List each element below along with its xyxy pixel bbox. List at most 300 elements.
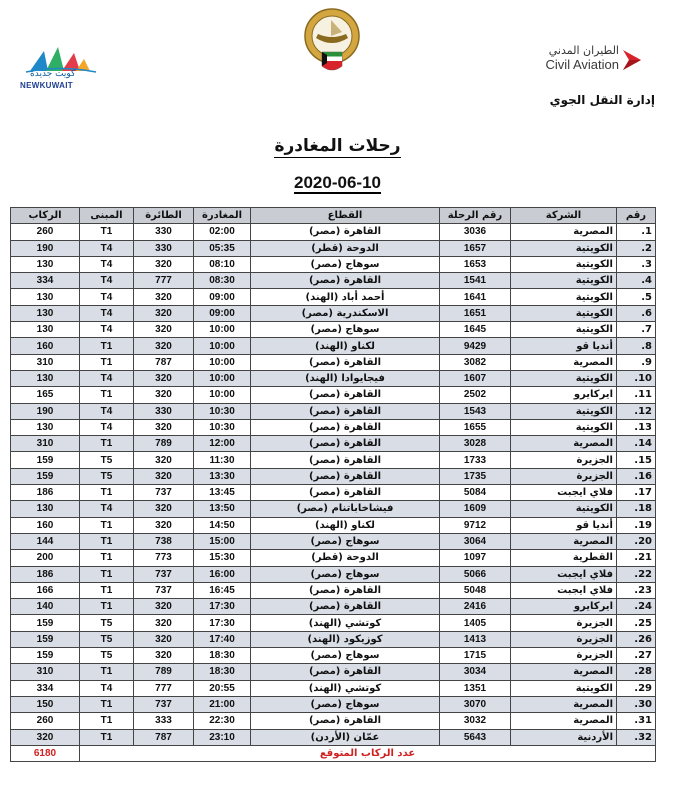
passengers-cell: 159 (11, 631, 80, 647)
departure-time-cell: 11:30 (194, 452, 251, 468)
flight-number-cell: 5048 (440, 582, 511, 598)
departure-time-cell: 15:30 (194, 550, 251, 566)
departure-time-cell: 10:00 (194, 370, 251, 386)
sector-cell: أحمد أباد (الهند) (251, 289, 440, 305)
aircraft-cell: 330 (134, 240, 194, 256)
aircraft-cell: 789 (134, 664, 194, 680)
total-passengers-value: 6180 (11, 745, 80, 761)
flight-number-cell: 5084 (440, 485, 511, 501)
passengers-cell: 186 (11, 566, 80, 582)
sector-cell: لكناو (الهند) (251, 338, 440, 354)
flight-number-cell: 1645 (440, 322, 511, 338)
column-header-departure: المغادرة (194, 208, 251, 224)
departure-time-cell: 23:10 (194, 729, 251, 745)
terminal-cell: T1 (80, 436, 134, 452)
terminal-cell: T5 (80, 468, 134, 484)
terminal-cell: T1 (80, 533, 134, 549)
flight-number-cell: 1405 (440, 615, 511, 631)
sector-cell: القاهرة (مصر) (251, 354, 440, 370)
sector-cell: القاهرة (مصر) (251, 436, 440, 452)
passengers-cell: 159 (11, 648, 80, 664)
table-row (11, 305, 656, 321)
column-header-passengers: الركاب (11, 208, 80, 224)
aircraft-cell: 330 (134, 403, 194, 419)
airline-cell: المصرية (511, 713, 617, 729)
passengers-cell: 130 (11, 419, 80, 435)
page-title-text: رحلات المغادرة (274, 136, 401, 156)
airline-cell: القطرية (511, 550, 617, 566)
airline-cell: الكويتية (511, 370, 617, 386)
flight-number-cell: 3032 (440, 713, 511, 729)
passengers-cell: 334 (11, 273, 80, 289)
aircraft-cell: 320 (134, 419, 194, 435)
sector-cell: الدوحة (قطر) (251, 550, 440, 566)
terminal-cell: T1 (80, 696, 134, 712)
airline-cell: الكويتية (511, 305, 617, 321)
aircraft-cell: 320 (134, 256, 194, 272)
table-row (11, 680, 656, 696)
passengers-cell: 190 (11, 240, 80, 256)
terminal-cell: T1 (80, 485, 134, 501)
airline-cell: الكويتية (511, 240, 617, 256)
row-index: 8. (617, 338, 656, 354)
row-index: 28. (617, 664, 656, 680)
sector-cell: الاسكندرية (مصر) (251, 305, 440, 321)
aircraft-cell: 320 (134, 648, 194, 664)
row-index: 10. (617, 370, 656, 386)
airline-cell: ايركايرو (511, 387, 617, 403)
departure-time-cell: 17:30 (194, 615, 251, 631)
table-row (11, 648, 656, 664)
sector-cell: سوهاج (مصر) (251, 322, 440, 338)
flight-number-cell: 3070 (440, 696, 511, 712)
airline-cell: الجزيرة (511, 648, 617, 664)
departure-time-cell: 10:00 (194, 354, 251, 370)
table-body (11, 224, 656, 746)
airline-cell: الكويتية (511, 322, 617, 338)
column-header-index: رقم (617, 208, 656, 224)
aircraft-cell: 737 (134, 566, 194, 582)
row-index: 5. (617, 289, 656, 305)
flight-number-cell: 1607 (440, 370, 511, 386)
sector-cell: القاهرة (مصر) (251, 403, 440, 419)
aircraft-cell: 773 (134, 550, 194, 566)
passengers-cell: 140 (11, 599, 80, 615)
departure-time-cell: 18:30 (194, 648, 251, 664)
new-kuwait-brand-text: NEWKUWAIT (20, 81, 73, 90)
row-index: 29. (617, 680, 656, 696)
flight-number-cell: 1655 (440, 419, 511, 435)
passengers-cell: 260 (11, 224, 80, 240)
row-index: 25. (617, 615, 656, 631)
passengers-cell: 160 (11, 517, 80, 533)
passengers-cell: 334 (11, 680, 80, 696)
flight-number-cell: 2416 (440, 599, 511, 615)
terminal-cell: T1 (80, 599, 134, 615)
terminal-cell: T1 (80, 664, 134, 680)
sector-cell: القاهرة (مصر) (251, 664, 440, 680)
departure-time-cell: 16:00 (194, 566, 251, 582)
aircraft-cell: 320 (134, 387, 194, 403)
passengers-cell: 310 (11, 436, 80, 452)
table-row (11, 468, 656, 484)
terminal-cell: T4 (80, 419, 134, 435)
flight-number-cell: 1351 (440, 680, 511, 696)
row-index: 2. (617, 240, 656, 256)
table-row (11, 240, 656, 256)
report-date (0, 173, 675, 193)
row-index: 11. (617, 387, 656, 403)
departure-time-cell: 21:00 (194, 696, 251, 712)
terminal-cell: T4 (80, 322, 134, 338)
table-row (11, 256, 656, 272)
aircraft-cell: 333 (134, 713, 194, 729)
kuwait-state-emblem-icon (298, 6, 366, 76)
table-row (11, 452, 656, 468)
total-passengers-label: عدد الركاب المتوقع (80, 745, 656, 761)
aircraft-cell: 320 (134, 468, 194, 484)
sector-cell: الدوحة (قطر) (251, 240, 440, 256)
departure-time-cell: 22:30 (194, 713, 251, 729)
airline-cell: المصرية (511, 696, 617, 712)
sector-cell: القاهرة (مصر) (251, 419, 440, 435)
airline-cell: فلاي ايجبت (511, 566, 617, 582)
passengers-cell: 320 (11, 729, 80, 745)
aircraft-cell: 777 (134, 680, 194, 696)
airline-cell: الكويتية (511, 680, 617, 696)
table-row (11, 664, 656, 680)
sector-cell: القاهرة (مصر) (251, 387, 440, 403)
table-row (11, 501, 656, 517)
departure-time-cell: 10:00 (194, 387, 251, 403)
airline-cell: المصرية (511, 224, 617, 240)
airline-cell: فلاي ايجبت (511, 485, 617, 501)
airline-cell: المصرية (511, 664, 617, 680)
departure-time-cell: 09:00 (194, 305, 251, 321)
departure-time-cell: 18:30 (194, 664, 251, 680)
airline-cell: أنديا قو (511, 338, 617, 354)
row-index: 32. (617, 729, 656, 745)
row-index: 16. (617, 468, 656, 484)
sector-cell: سوهاج (مصر) (251, 256, 440, 272)
table-row (11, 419, 656, 435)
flight-number-cell: 1657 (440, 240, 511, 256)
row-index: 17. (617, 485, 656, 501)
row-index: 27. (617, 648, 656, 664)
table-row (11, 566, 656, 582)
aircraft-cell: 320 (134, 338, 194, 354)
terminal-cell: T5 (80, 452, 134, 468)
civil-aviation-mark-icon (621, 48, 643, 72)
departure-time-cell: 02:00 (194, 224, 251, 240)
row-index: 30. (617, 696, 656, 712)
passengers-cell: 130 (11, 305, 80, 321)
flight-number-cell: 1641 (440, 289, 511, 305)
terminal-cell: T4 (80, 273, 134, 289)
passengers-cell: 186 (11, 485, 80, 501)
table-row (11, 322, 656, 338)
page-header (0, 0, 675, 130)
row-index: 26. (617, 631, 656, 647)
terminal-cell: T1 (80, 354, 134, 370)
table-row (11, 713, 656, 729)
passengers-cell: 144 (11, 533, 80, 549)
airline-cell: الكويتية (511, 403, 617, 419)
report-date-text: 2020-06-10 (294, 173, 381, 192)
row-index: 15. (617, 452, 656, 468)
terminal-cell: T1 (80, 517, 134, 533)
flight-number-cell: 3028 (440, 436, 511, 452)
passengers-cell: 130 (11, 256, 80, 272)
aircraft-cell: 737 (134, 582, 194, 598)
departure-time-cell: 15:00 (194, 533, 251, 549)
new-kuwait-arabic-text: كويت جديدة (30, 69, 76, 79)
passengers-cell: 165 (11, 387, 80, 403)
sector-cell: القاهرة (مصر) (251, 485, 440, 501)
table-row (11, 338, 656, 354)
departure-time-cell: 10:30 (194, 403, 251, 419)
flight-number-cell: 5643 (440, 729, 511, 745)
row-index: 31. (617, 713, 656, 729)
table-row (11, 729, 656, 745)
airline-cell: الكويتية (511, 273, 617, 289)
flight-number-cell: 3034 (440, 664, 511, 680)
table-row (11, 696, 656, 712)
departure-time-cell: 10:00 (194, 322, 251, 338)
new-kuwait-logo (20, 45, 100, 95)
column-header-airline: الشركة (511, 208, 617, 224)
aircraft-cell: 320 (134, 452, 194, 468)
aircraft-cell: 737 (134, 485, 194, 501)
flight-number-cell: 5066 (440, 566, 511, 582)
aircraft-cell: 320 (134, 615, 194, 631)
terminal-cell: T4 (80, 289, 134, 305)
departure-time-cell: 20:55 (194, 680, 251, 696)
flight-number-cell: 1543 (440, 403, 511, 419)
terminal-cell: T1 (80, 713, 134, 729)
airline-cell: الجزيرة (511, 468, 617, 484)
sector-cell: سوهاج (مصر) (251, 696, 440, 712)
airline-cell: الأردنية (511, 729, 617, 745)
terminal-cell: T4 (80, 305, 134, 321)
terminal-cell: T1 (80, 566, 134, 582)
departure-time-cell: 10:00 (194, 338, 251, 354)
airline-cell: الجزيرة (511, 615, 617, 631)
flight-number-cell: 2502 (440, 387, 511, 403)
passengers-cell: 130 (11, 370, 80, 386)
departure-time-cell: 14:50 (194, 517, 251, 533)
airline-cell: الجزيرة (511, 452, 617, 468)
aircraft-cell: 737 (134, 696, 194, 712)
aircraft-cell: 330 (134, 224, 194, 240)
passengers-cell: 159 (11, 468, 80, 484)
terminal-cell: T4 (80, 501, 134, 517)
row-index: 22. (617, 566, 656, 582)
passengers-cell: 130 (11, 322, 80, 338)
row-index: 13. (617, 419, 656, 435)
passengers-cell: 130 (11, 289, 80, 305)
row-index: 12. (617, 403, 656, 419)
airline-cell: الكويتية (511, 419, 617, 435)
aircraft-cell: 787 (134, 729, 194, 745)
sector-cell: سوهاج (مصر) (251, 566, 440, 582)
aircraft-cell: 789 (134, 436, 194, 452)
departure-time-cell: 16:45 (194, 582, 251, 598)
passengers-cell: 200 (11, 550, 80, 566)
terminal-cell: T4 (80, 256, 134, 272)
row-index: 24. (617, 599, 656, 615)
sector-cell: القاهرة (مصر) (251, 273, 440, 289)
airline-cell: المصرية (511, 533, 617, 549)
table-row (11, 224, 656, 240)
aircraft-cell: 320 (134, 322, 194, 338)
terminal-cell: T5 (80, 615, 134, 631)
flight-number-cell: 9712 (440, 517, 511, 533)
departures-table (10, 207, 656, 762)
terminal-cell: T4 (80, 403, 134, 419)
airline-cell: الكويتية (511, 256, 617, 272)
aircraft-cell: 320 (134, 370, 194, 386)
flight-number-cell: 1733 (440, 452, 511, 468)
sector-cell: القاهرة (مصر) (251, 599, 440, 615)
airline-cell: الجزيرة (511, 631, 617, 647)
terminal-cell: T4 (80, 680, 134, 696)
departure-time-cell: 17:30 (194, 599, 251, 615)
sector-cell: القاهرة (مصر) (251, 582, 440, 598)
terminal-cell: T5 (80, 631, 134, 647)
terminal-cell: T4 (80, 370, 134, 386)
table-row (11, 517, 656, 533)
row-index: 6. (617, 305, 656, 321)
airline-cell: ايركايرو (511, 599, 617, 615)
airline-cell: الكويتية (511, 501, 617, 517)
departure-time-cell: 09:00 (194, 289, 251, 305)
row-index: 1. (617, 224, 656, 240)
department-name: إدارة النقل الجوي (549, 93, 655, 107)
departure-time-cell: 17:40 (194, 631, 251, 647)
airline-cell: المصرية (511, 354, 617, 370)
column-header-flight: رقم الرحلة (440, 208, 511, 224)
civil-aviation-english-text: Civil Aviation (545, 57, 619, 72)
aircraft-cell: 320 (134, 501, 194, 517)
row-index: 14. (617, 436, 656, 452)
terminal-cell: T5 (80, 648, 134, 664)
sector-cell: القاهرة (مصر) (251, 452, 440, 468)
table-row (11, 436, 656, 452)
departure-time-cell: 10:30 (194, 419, 251, 435)
departure-time-cell: 13:30 (194, 468, 251, 484)
aircraft-cell: 787 (134, 354, 194, 370)
row-index: 9. (617, 354, 656, 370)
terminal-cell: T1 (80, 224, 134, 240)
passengers-cell: 159 (11, 452, 80, 468)
terminal-cell: T1 (80, 338, 134, 354)
row-index: 18. (617, 501, 656, 517)
departure-time-cell: 08:30 (194, 273, 251, 289)
page-title (0, 136, 675, 156)
terminal-cell: T1 (80, 582, 134, 598)
departure-time-cell: 13:45 (194, 485, 251, 501)
flight-number-cell: 1413 (440, 631, 511, 647)
sector-cell: كوتشي (الهند) (251, 680, 440, 696)
aircraft-cell: 777 (134, 273, 194, 289)
flight-number-cell: 9429 (440, 338, 511, 354)
departure-time-cell: 08:10 (194, 256, 251, 272)
aircraft-cell: 320 (134, 517, 194, 533)
row-index: 23. (617, 582, 656, 598)
table-row (11, 403, 656, 419)
airline-cell: فلاي ايجبت (511, 582, 617, 598)
flight-number-cell: 1097 (440, 550, 511, 566)
sector-cell: فيشاخاباتنام (مصر) (251, 501, 440, 517)
row-index: 20. (617, 533, 656, 549)
row-index: 19. (617, 517, 656, 533)
terminal-cell: T1 (80, 729, 134, 745)
aircraft-cell: 320 (134, 631, 194, 647)
table-row (11, 615, 656, 631)
airline-cell: الكويتية (511, 289, 617, 305)
passengers-cell: 159 (11, 615, 80, 631)
aircraft-cell: 320 (134, 305, 194, 321)
table-row (11, 631, 656, 647)
table-row (11, 599, 656, 615)
civil-aviation-logo (537, 44, 657, 84)
table-row (11, 387, 656, 403)
terminal-cell: T4 (80, 240, 134, 256)
table-row (11, 485, 656, 501)
civil-aviation-arabic-text: الطيران المدني (548, 44, 619, 57)
flight-number-cell: 1715 (440, 648, 511, 664)
row-index: 3. (617, 256, 656, 272)
table-row (11, 533, 656, 549)
passengers-cell: 260 (11, 713, 80, 729)
sector-cell: القاهرة (مصر) (251, 224, 440, 240)
passengers-cell: 166 (11, 582, 80, 598)
departure-time-cell: 13:50 (194, 501, 251, 517)
flight-number-cell: 3082 (440, 354, 511, 370)
flight-number-cell: 1609 (440, 501, 511, 517)
passengers-cell: 310 (11, 664, 80, 680)
column-header-aircraft: الطائرة (134, 208, 194, 224)
airline-cell: أنديا قو (511, 517, 617, 533)
sector-cell: كوزيكود (الهند) (251, 631, 440, 647)
sector-cell: فيجايوادا (الهند) (251, 370, 440, 386)
sector-cell: لكناو (الهند) (251, 517, 440, 533)
terminal-cell: T1 (80, 387, 134, 403)
passengers-cell: 160 (11, 338, 80, 354)
flight-number-cell: 1541 (440, 273, 511, 289)
table-header-row (11, 208, 656, 224)
table-row (11, 289, 656, 305)
flight-number-cell: 3064 (440, 533, 511, 549)
departure-time-cell: 05:35 (194, 240, 251, 256)
sector-cell: سوهاج (مصر) (251, 533, 440, 549)
airline-cell: المصرية (511, 436, 617, 452)
flight-number-cell: 3036 (440, 224, 511, 240)
passengers-cell: 310 (11, 354, 80, 370)
aircraft-cell: 738 (134, 533, 194, 549)
table-row (11, 550, 656, 566)
column-header-terminal: المبنى (80, 208, 134, 224)
terminal-cell: T1 (80, 550, 134, 566)
row-index: 7. (617, 322, 656, 338)
sector-cell: عمّان (الأردن) (251, 729, 440, 745)
column-header-sector: القطاع (251, 208, 440, 224)
passengers-cell: 130 (11, 501, 80, 517)
table-row (11, 273, 656, 289)
passengers-cell: 190 (11, 403, 80, 419)
passengers-cell: 150 (11, 696, 80, 712)
